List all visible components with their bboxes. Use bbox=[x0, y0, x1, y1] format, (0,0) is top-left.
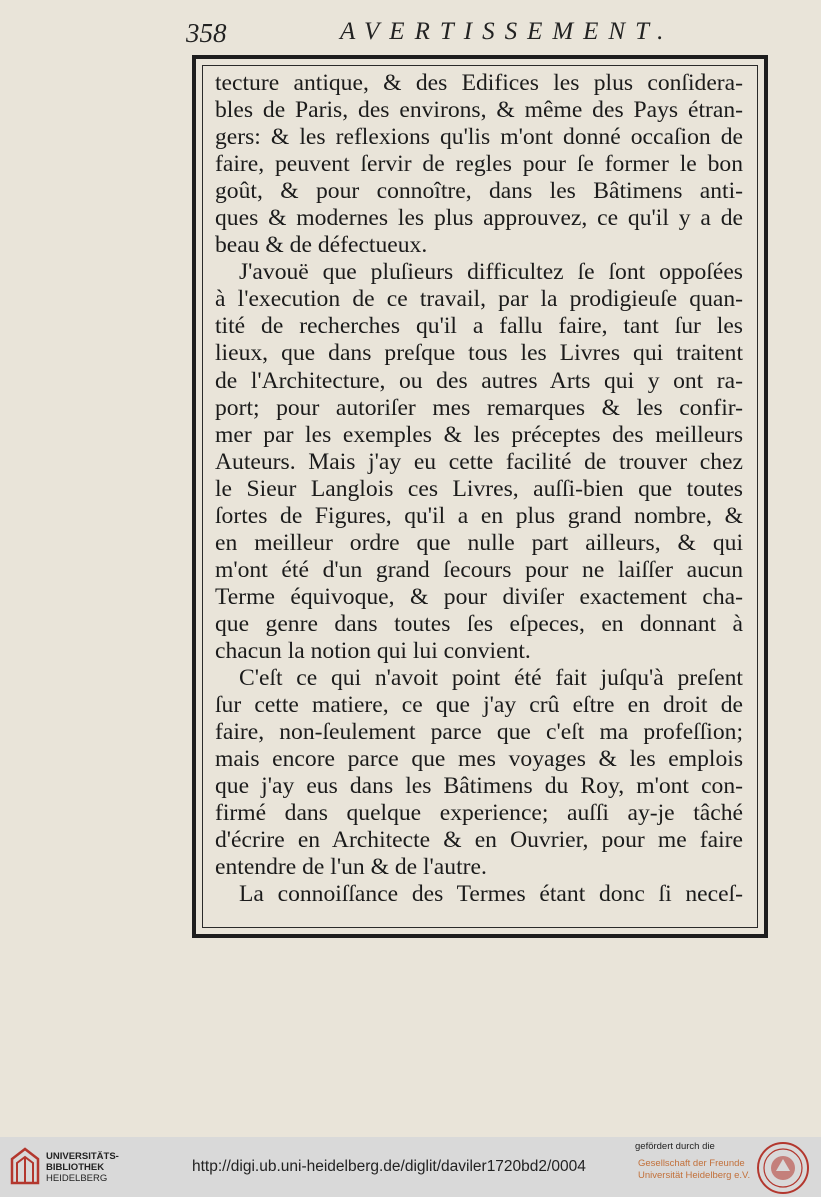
text-line: bles de Paris, des environs, & même des Pays étran- bbox=[215, 97, 743, 124]
text-line: chacun la notion qui lui convient. bbox=[215, 637, 531, 664]
library-name-line1: UNIVERSITÄTS- bbox=[46, 1151, 119, 1162]
university-seal-icon bbox=[756, 1141, 810, 1195]
text-line: ſortes de Figures, qu'il a en plus grand nombre, & bbox=[215, 502, 743, 529]
text-line: mais encore parce que mes voyages & les emplois bbox=[215, 746, 743, 773]
text-line: firmé dans quelque experience; auſſi ay-je tâché bbox=[215, 800, 743, 827]
text-line: m'ont été d'un grand ſecours pour ne laiſſer aucun bbox=[215, 556, 743, 583]
text-line: que genre dans toutes ſes eſpeces, en donnant à bbox=[215, 610, 743, 637]
text-line: Auteurs. Mais j'ay eu cette facilité de trouver chez bbox=[215, 448, 743, 475]
text-line: Terme équivoque, & pour diviſer exactement cha- bbox=[215, 583, 743, 610]
text-line: ques & modernes les plus approuvez, ce qu'il y a de bbox=[215, 205, 743, 232]
text-line: faire, peuvent ſervir de regles pour ſe former le bon bbox=[215, 151, 743, 178]
text-line: C'eſt ce qui n'avoit point été fait juſqu'à preſent bbox=[239, 665, 743, 692]
text-line: ſur cette matiere, ce que j'ay crû eſtre en droit de bbox=[215, 692, 743, 719]
text-line: de l'Architecture, ou des autres Arts qui y ont ra- bbox=[215, 367, 743, 394]
text-line: tité de recherches qu'il a fallu faire, tant ſur les bbox=[215, 313, 743, 340]
library-name-line3: HEIDELBERG bbox=[46, 1173, 108, 1184]
sponsor-name[interactable] bbox=[638, 1158, 750, 1182]
text-line: entendre de l'un & de l'autre. bbox=[215, 854, 487, 881]
text-line: à l'execution de ce travail, par la prodigieuſe quan- bbox=[215, 286, 743, 313]
text-line: faire, non-ſeulement parce que c'eſt ma profeſſion; bbox=[215, 719, 743, 746]
text-line: La connoiſſance des Termes étant donc ſi neceſ- bbox=[239, 881, 743, 908]
page-number: 358 bbox=[186, 18, 227, 48]
text-line: port; pour autoriſer mes remarques & les confir- bbox=[215, 394, 743, 421]
text-line: beau & de défectueux. bbox=[215, 232, 428, 259]
text-line: lieux, que dans preſque tous les Livres qui traitent bbox=[215, 340, 743, 367]
text-line: le Sieur Langlois ces Livres, auſſi-bien que toutes bbox=[215, 475, 743, 502]
text-line: que j'ay eus dans les Bâtimens du Roy, m'ont con- bbox=[215, 773, 743, 800]
library-name-line2: BIBLIOTHEK bbox=[46, 1162, 105, 1173]
running-head: AVERTISSEMENT. bbox=[340, 18, 674, 45]
text-line: goût, & pour connoître, dans les Bâtimens anti- bbox=[215, 178, 743, 205]
text-line: mer par les exemples & les préceptes des meilleurs bbox=[215, 421, 743, 448]
footer-bar bbox=[0, 1137, 821, 1197]
ub-heidelberg-logo-icon[interactable] bbox=[8, 1145, 42, 1189]
sponsor-label: gefördert durch die bbox=[635, 1141, 715, 1152]
permalink-url[interactable]: http://digi.ub.uni-heidelberg.de/diglit/daviler1720bd2/0004 bbox=[192, 1158, 586, 1175]
text-line: gers: & les reflexions qu'lis m'ont donné occaſion de bbox=[215, 124, 743, 151]
text-line: en meilleur ordre que nulle part ailleurs, & qui bbox=[215, 529, 743, 556]
text-line: J'avouë que pluſieurs difficultez ſe ſont oppoſées bbox=[239, 259, 743, 286]
sponsor-name-line1: Gesellschaft der Freunde bbox=[638, 1158, 745, 1169]
text-line: tecture antique, & des Edifices les plus conſidera- bbox=[215, 70, 743, 96]
text-line: d'écrire en Architecte & en Ouvrier, pour me faire bbox=[215, 827, 743, 854]
sponsor-name-line2: Universität Heidelberg e.V. bbox=[638, 1170, 751, 1181]
library-name bbox=[46, 1151, 119, 1184]
body-text bbox=[215, 70, 743, 908]
